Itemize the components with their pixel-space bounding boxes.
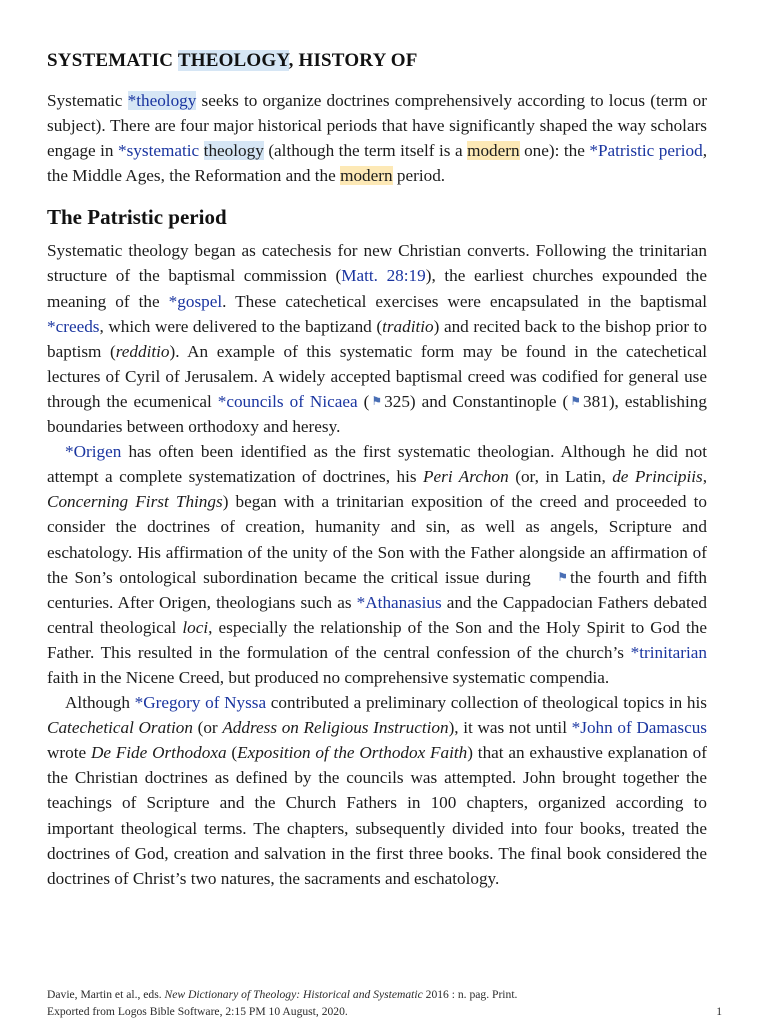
export-line: Exported from Logos Bible Software, 2:15 PM 10 August, 2020. xyxy=(47,1005,348,1018)
text: Systematic theology began as catechesis for new Christian converts. Following the trinitarian structure of the baptismal commission ( xyxy=(47,241,707,286)
link-councils-of-nicaea[interactable]: *councils of Nicaea xyxy=(217,391,358,411)
text: ( xyxy=(357,391,370,411)
text: ), the earliest churches expounded the meaning of the xyxy=(47,266,708,311)
citation-details: 2016 : n. pag. Print. xyxy=(422,988,518,1001)
text: ) began with a trinitarian exposition of the creed and proceeded to consider the doctrines of creation, humanity and sin, as well as angels, Scripture and eschatology. His affirmation of the unity of the Son with the Father alongside an affirmation of the Son’s ontological subordination became the critical issue during xyxy=(47,492,707,587)
article-title xyxy=(47,48,707,74)
timeline-flag-icon[interactable]: ⚑ xyxy=(557,569,568,584)
highlight-theology[interactable]: theology xyxy=(203,141,264,161)
text: ( xyxy=(226,743,238,763)
text: has often been identified as the first systematic theologian. Although he did not attempt a complete systematization of doctrines, his xyxy=(47,442,707,487)
italic-loci: loci xyxy=(182,617,209,637)
text: period. xyxy=(392,166,446,186)
text: ) and recited back to the bishop prior to baptism ( xyxy=(47,316,707,361)
citation xyxy=(47,986,517,1003)
date-325: 325 xyxy=(384,391,410,411)
link-gospel[interactable]: *gospel xyxy=(168,291,223,311)
export-row xyxy=(47,1003,722,1020)
italic-de-principiis: de Principiis xyxy=(612,467,703,487)
text: , which were delivered to the baptizand ( xyxy=(99,316,383,336)
italic-de-fide-orthodoxa: De Fide Orthodoxa xyxy=(90,743,227,763)
italic-redditio: redditio xyxy=(115,341,170,361)
text xyxy=(199,141,204,160)
title-text: SYSTEMATIC xyxy=(47,50,178,71)
page-footer xyxy=(47,986,722,1020)
timeline-flag-icon[interactable]: ⚑ xyxy=(570,393,582,408)
page-number: 1 xyxy=(716,1005,722,1018)
paragraph-catechesis xyxy=(47,238,707,439)
citation-row xyxy=(47,986,722,1003)
text: faith in the Nicene Creed, but produced no comprehensive systematic compendia. xyxy=(47,667,610,687)
text: ), establishing boundaries between orthodoxy and heresy. xyxy=(47,391,707,437)
text: contributed a preliminary collection of theological topics in his xyxy=(266,693,707,713)
link-origen[interactable]: *Origen xyxy=(65,442,122,462)
text: (although the term itself is a xyxy=(263,141,468,161)
text: ), it was not until xyxy=(448,718,572,738)
link-athanasius[interactable]: *Athanasius xyxy=(356,592,442,612)
link-john-of-damascus[interactable]: *John of Damascus xyxy=(571,718,707,738)
text: , especially the relationship of the Son and the Holy Spirit to God the Father. This resulted in the formulation of the central confession of the church’s xyxy=(47,617,707,662)
link-gregory-of-nyssa[interactable]: *Gregory of Nyssa xyxy=(134,693,267,713)
text: seeks to organize doctrines comprehensively according to locus (term or subject). There are four major historical periods that have significantly shaped the way scholars engage in xyxy=(47,91,707,161)
text: one): the xyxy=(519,141,590,161)
document-page xyxy=(47,48,707,891)
paragraph-gregory xyxy=(47,690,707,891)
italic-address: Address on Religious Instruction xyxy=(222,718,449,738)
link-systematic[interactable]: *systematic xyxy=(118,141,200,161)
italic-concerning-first-things: Concerning First Things xyxy=(47,492,223,512)
italic-peri-archon: Peri Archon xyxy=(423,467,509,487)
title-highlight[interactable]: THEOLOGY xyxy=(177,50,289,71)
highlight-modern[interactable]: modern xyxy=(467,141,520,161)
text: , xyxy=(702,467,707,487)
link-patristic-period[interactable]: *Patristic period xyxy=(589,141,703,161)
text: the fourth and fifth centuries. After Origen, theologians such as xyxy=(47,567,707,612)
highlight-modern[interactable]: modern xyxy=(340,166,393,186)
link-theology[interactable]: *theology xyxy=(127,91,197,110)
text: , the Middle Ages, the Reformation and the xyxy=(47,141,707,186)
section-heading: The Patristic period xyxy=(47,205,227,230)
text: Systematic xyxy=(47,91,128,110)
text: and the Cappadocian Fathers debated central theological xyxy=(47,592,708,637)
link-creeds[interactable]: *creeds xyxy=(47,316,100,336)
italic-traditio: traditio xyxy=(382,316,434,336)
link-trinitarian[interactable]: *trinitarian xyxy=(630,642,707,662)
italic-exposition: Exposition of the Orthodox Faith xyxy=(237,743,468,763)
text: wrote xyxy=(47,743,91,763)
italic-catechetical-oration: Catechetical Oration xyxy=(47,718,193,738)
text: ) and Constantinople ( xyxy=(409,391,569,411)
text: Although xyxy=(65,693,135,713)
text: (or, in Latin, xyxy=(508,467,613,487)
text: (or xyxy=(192,718,223,738)
citation-title: New Dictionary of Theology: Historical and Systematic xyxy=(164,988,423,1001)
text: . These catechetical exercises were encapsulated in the baptismal xyxy=(222,291,707,311)
date-381: 381 xyxy=(583,391,609,411)
text: ). An example of this systematic form may be found in the catechetical lectures of Cyril of Jerusalem. A widely accepted baptismal creed was codified for general use through the ecumenical xyxy=(47,341,708,411)
citation-authors: Davie, Martin et al., eds. xyxy=(47,988,165,1001)
text: ) that an exhaustive explanation of the Christian doctrines as defined by the councils was attempted. John brought together the teachings of Scripture and the Church Fathers in 100 chapters, organized according to important theological terms. The chapters, subsequently divided into four books, treated the doctrines of God, creation and salvation in the first three books. The final book considered the doctrines of Christ’s two natures, the sacraments and eschatology. xyxy=(47,743,707,888)
intro-paragraph xyxy=(47,88,707,188)
link-matt-28-19[interactable]: Matt. 28:19 xyxy=(341,266,426,286)
title-text-end: , HISTORY OF xyxy=(288,50,418,71)
timeline-flag-icon[interactable]: ⚑ xyxy=(371,393,383,408)
paragraph-origen xyxy=(47,439,707,690)
